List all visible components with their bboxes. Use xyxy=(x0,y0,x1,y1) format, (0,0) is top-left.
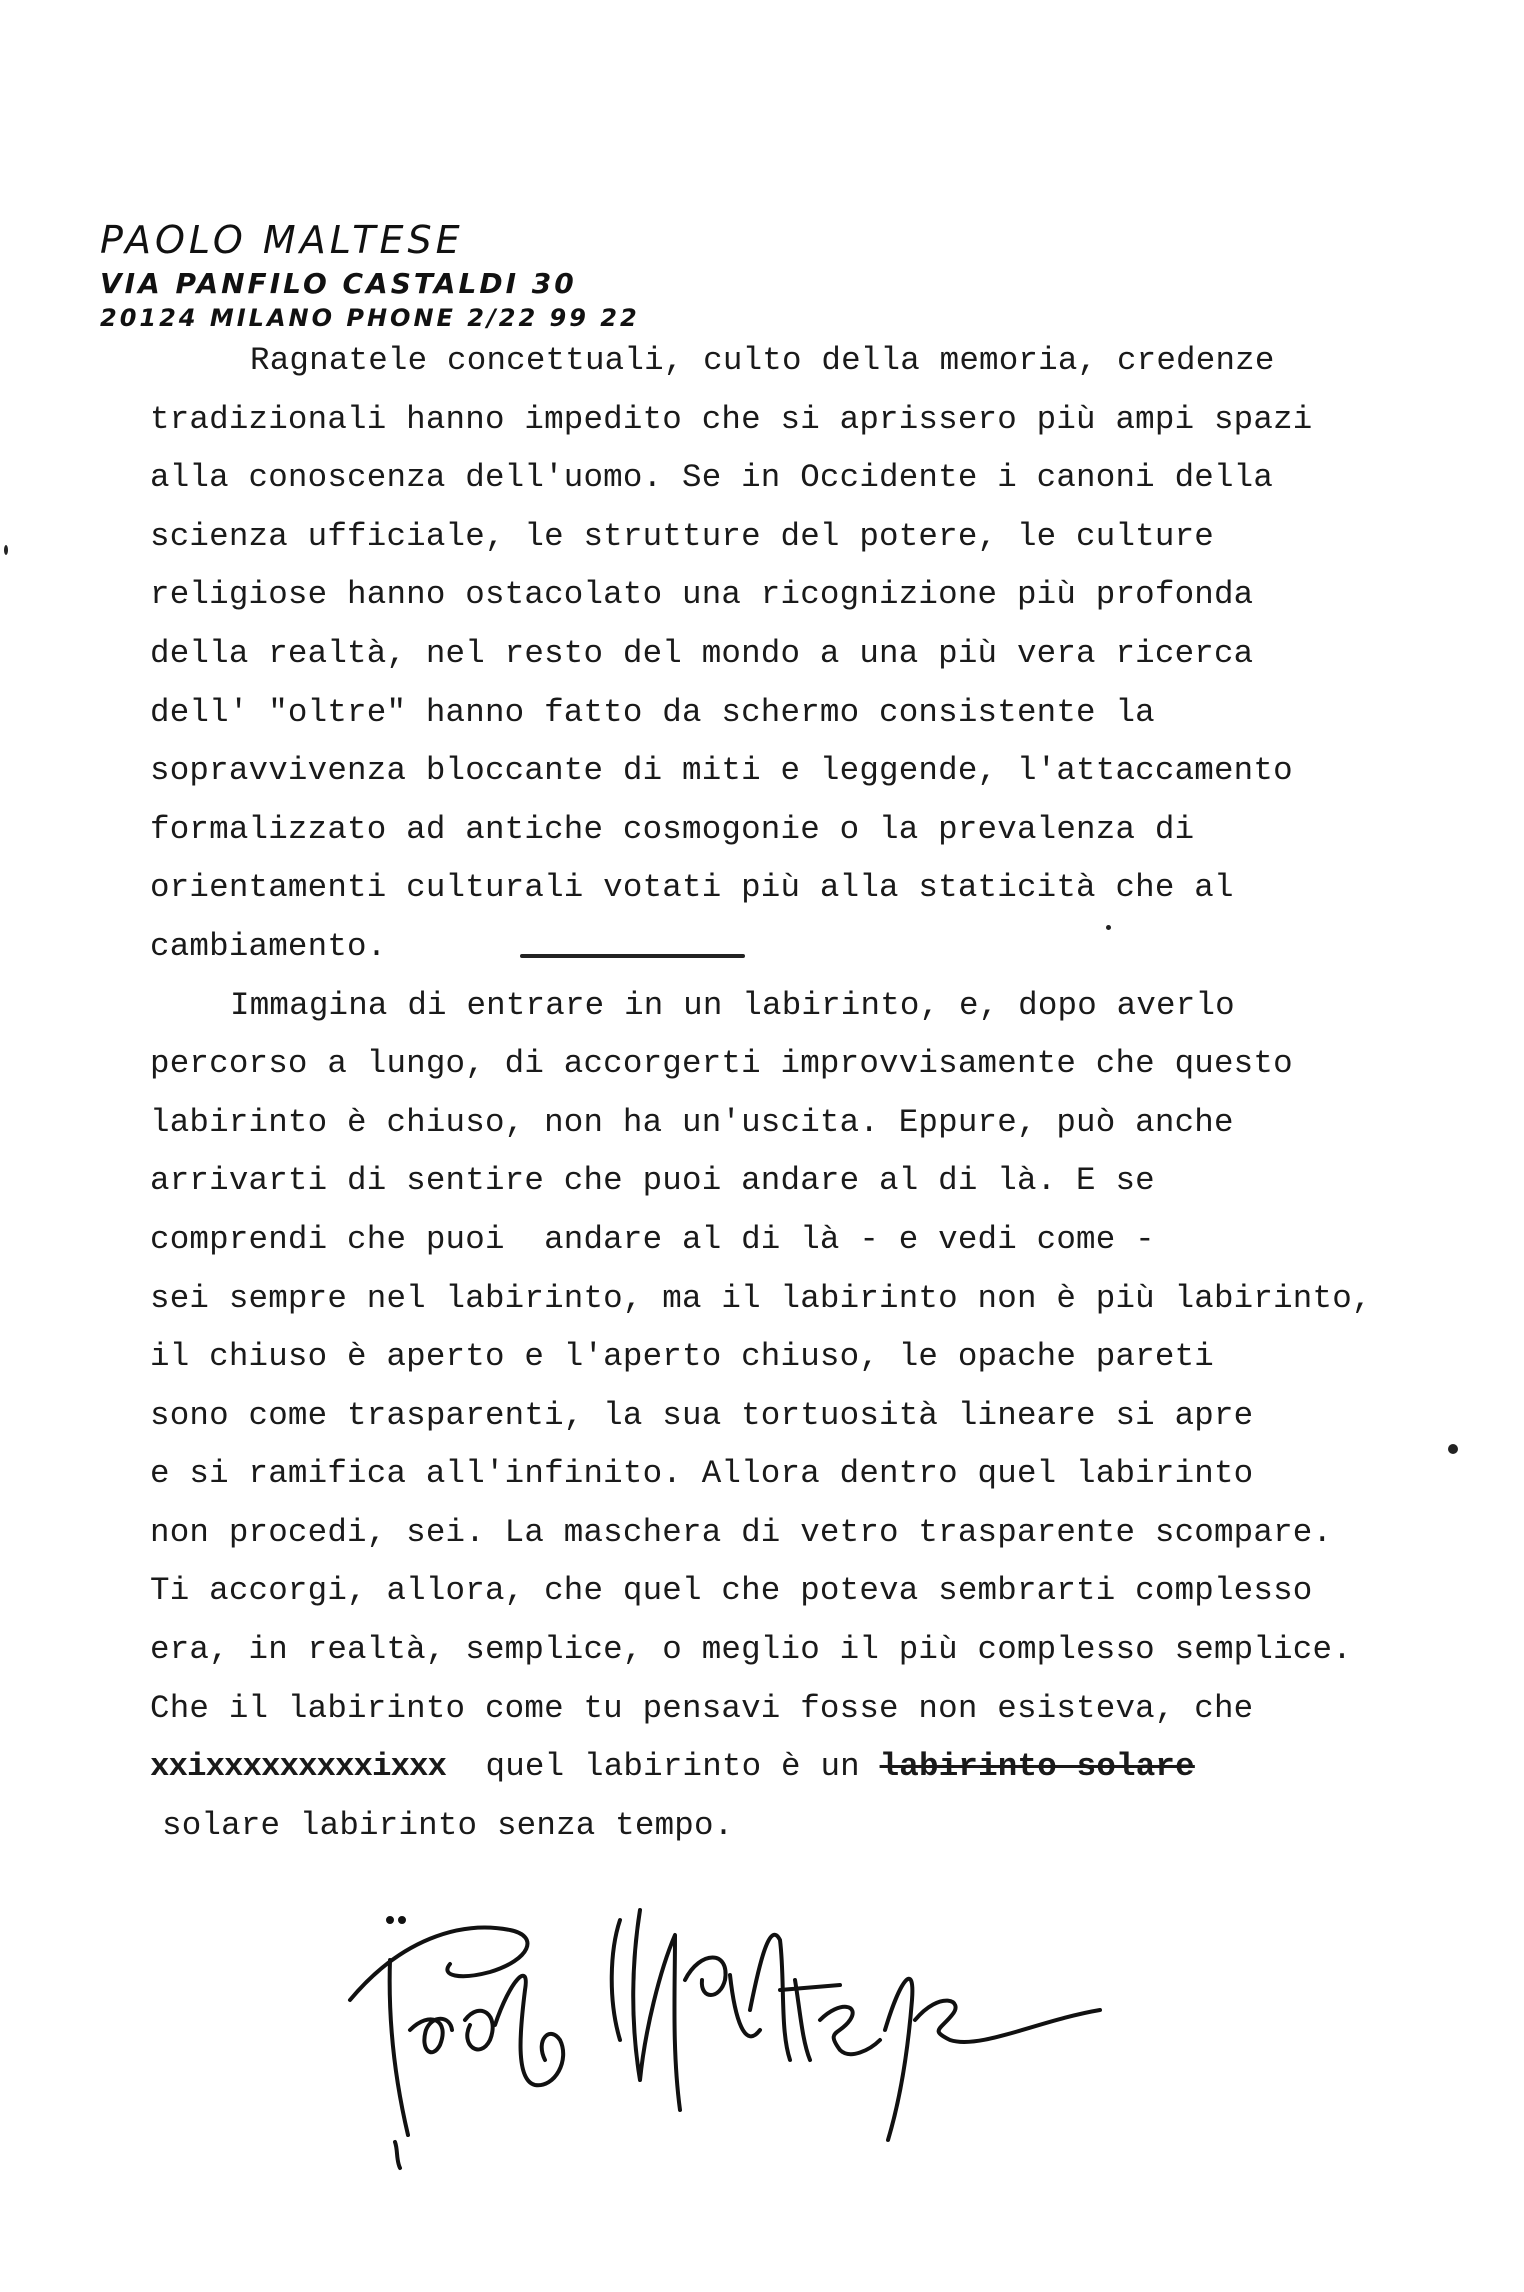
body-line: arrivarti di sentire che puoi andare al di là. E se xyxy=(150,1162,1155,1200)
body-line: Che il labirinto come tu pensavi fosse non esisteva, che xyxy=(150,1689,1254,1727)
body-line-final: solare labirinto senza tempo. xyxy=(162,1806,734,1844)
ink-speck xyxy=(1448,1444,1458,1454)
body-line: era, in realtà, semplice, o meglio il più complesso semplice. xyxy=(150,1631,1352,1669)
struck-through-word: labirinto solare xyxy=(879,1748,1195,1786)
sender-city-phone: 20124 MILANO PHONE 2/22 99 22 xyxy=(100,304,640,332)
body-line: alla conoscenza dell'uomo. Se in Occidente i canoni della xyxy=(150,459,1274,497)
body-line: scienza ufficiale, le strutture del potere, le culture xyxy=(150,517,1214,555)
sender-name: PAOLO MALTESE xyxy=(100,218,464,262)
body-line: dell' "oltre" hanno fatto da schermo consistente la xyxy=(150,693,1155,731)
handwritten-signature xyxy=(340,1880,1160,2180)
sender-street: VIA PANFILO CASTALDI 30 xyxy=(100,267,577,300)
body-line: orientamenti culturali votati più alla staticità che al xyxy=(150,869,1234,907)
ink-dash-mark xyxy=(520,954,745,958)
body-line: non procedi, sei. La maschera di vetro trasparente scompare. xyxy=(150,1513,1333,1551)
body-line: tradizionali hanno impedito che si aprissero più ampi spazi xyxy=(150,400,1313,438)
body-line: e si ramifica all'infinito. Allora dentro quel labirinto xyxy=(150,1455,1254,1493)
body-line: cambiamento. xyxy=(150,927,387,965)
body-line: della realtà, nel resto del mondo a una più vera ricerca xyxy=(150,634,1254,672)
body-line: Immagina di entrare in un labirinto, e, dopo averlo xyxy=(230,986,1235,1024)
sender-address-block xyxy=(100,220,640,338)
body-line: sono come trasparenti, la sua tortuosità lineare si apre xyxy=(150,1396,1254,1434)
struck-line-middle: quel labirinto è un xyxy=(485,1748,860,1786)
body-line: Ti accorgi, allora, che quel che poteva sembrarti complesso xyxy=(150,1572,1313,1610)
body-line: sei sempre nel labirinto, ma il labirinto non è più labirinto, xyxy=(150,1279,1372,1317)
body-line: labirinto è chiuso, non ha un'uscita. Eppure, può anche xyxy=(150,1103,1234,1141)
ink-speck xyxy=(1106,925,1111,930)
letter-body xyxy=(150,332,1430,1855)
body-line: religiose hanno ostacolato una ricognizione più profonda xyxy=(150,576,1254,614)
body-line: percorso a lungo, di accorgerti improvvisamente che questo xyxy=(150,1045,1293,1083)
body-line: comprendi che puoi andare al di là - e vedi come - xyxy=(150,1220,1155,1258)
body-line: sopravvivenza bloccante di miti e leggende, l'attaccamento xyxy=(150,752,1293,790)
body-line: il chiuso è aperto e l'aperto chiuso, le opache pareti xyxy=(150,1338,1214,1376)
body-line: Ragnatele concettuali, culto della memoria, credenze xyxy=(250,342,1275,379)
xed-out-text: xxixxxxxxxxxixxx xyxy=(150,1748,447,1786)
ink-speck xyxy=(4,545,8,555)
struck-line xyxy=(150,1738,1430,1797)
body-line: formalizzato ad antiche cosmogonie o la prevalenza di xyxy=(150,810,1195,848)
